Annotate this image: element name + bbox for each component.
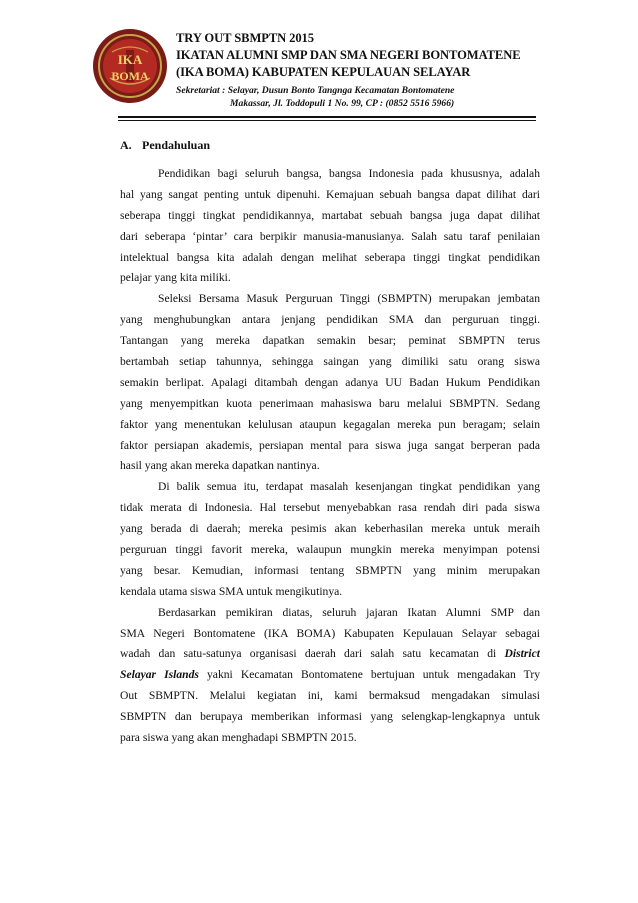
text-line: intelektual bangsa kita adalah dengan melihat seberapa tinggi tingkat pendidikan [120,250,540,264]
text-line: yang menyempitkan kuota penerimaan mahasiswa baru melalui SBMPTN. Sedang [120,396,540,410]
section-heading [120,138,210,153]
section-title: Pendahuluan [142,138,211,152]
emphasis-district: District [504,647,540,661]
text-line: para siswa yang akan menghadapi SBMPTN 2015. [120,731,357,745]
text-line: dari seberapa ‘pintar’ cara berpikir manusia-manusianya. Salah satu taraf penilaian [120,229,540,243]
text-line: SMA Negeri Bontomatene (IKA BOMA) Kabupaten Kepulauan Selayar sebagai [120,626,540,640]
document-body [120,164,540,749]
text-line: Tantangan yang mereka dapatkan semakin besar; peminat SBMPTN terus [120,334,540,348]
logo-text-bottom: BOMA [111,69,149,83]
text-line: yang besar. Kemudian, informasi tentang SBMPTN yang minim merupakan [120,563,540,577]
text-line: pelajar yang kita miliki. [120,271,231,285]
section-number: A. [120,138,132,152]
text-line: SBMPTN dan berupaya memberikan informasi yang selengkap-lengkapnya untuk [120,710,540,724]
text-line: kendala utama siswa SMA untuk mengikutinya. [120,584,343,598]
paragraph-1 [120,164,540,289]
text-line: seberapa tinggi tingkat pendidikannya, martabat sebuah bangsa juga dapat dilihat [120,208,540,222]
letterhead-secretariat-1: Sekretariat : Selayar, Dusun Bonto Tangnga Kecamatan Bontomatene [176,85,455,96]
text-line: perguruan tinggi favorit mereka, walaupun mungkin mereka menyimpan potensi [120,543,540,557]
text-line: Seleksi Bersama Masuk Perguruan Tinggi (SBMPTN) merupakan jembatan [158,292,540,306]
emphasis-selayar-islands: Selayar Islands [120,668,199,682]
text-line: semakin berlipat. Apalagi ditambah dengan adanya UU Badan Hukum Pendidikan [120,375,540,389]
text-line [120,644,540,665]
letterhead-divider-thin [118,120,536,121]
text-line: Berdasarkan pemikiran diatas, seluruh jajaran Ikatan Alumni SMP dan [158,605,540,619]
text-segment: yakni Kecamatan Bontomatene bertujuan untuk mengadakan Try [207,668,540,682]
logo-text-top: IKA [117,52,143,67]
text-line: hal yang sangat penting untuk dipenuhi. Kemajuan sebuah bangsa dapat dilihat dari [120,187,540,201]
letterhead-title-2: IKATAN ALUMNI SMP DAN SMA NEGERI BONTOMATENE [176,48,521,62]
text-line: tidak merata di Indonesia. Hal tersebut menyebabkan rasa rendah diri pada siswa [120,501,540,515]
letterhead-secretariat-2: Makassar, Jl. Toddopuli 1 No. 99, CP : (0852 5516 5966) [230,98,455,109]
text-line: faktor yang menentukan kelulusan ataupun kegagalan mereka pun beragam; selain [120,417,540,431]
letterhead [176,30,596,110]
text-line: hasil yang akan mereka dapatkan nantinya. [120,459,320,473]
ika-boma-logo-icon [92,28,168,104]
letterhead-title-1: TRY OUT SBMPTN 2015 [176,31,314,45]
text-line: yang menghubungkan antara jenjang pendidikan SMA dan perguruan tinggi. [120,313,540,327]
paragraph-3 [120,477,540,602]
text-line: Out SBMPTN. Melalui kegiatan ini, kami bermaksud mengadakan simulasi [120,689,540,703]
text-line [120,665,540,686]
text-line: Di balik semua itu, terdapat masalah kesenjangan tingkat pendidikan yang [158,480,540,494]
text-line: bertambah setiap tahunnya, sehingga saingan yang dimiliki satu orang siswa [120,355,540,369]
text-line: yang berada di daerah; mereka pesimis akan keberhasilan mereka untuk meraih [120,522,540,536]
paragraph-4 [120,603,540,749]
text-line: faktor persiapan akademis, persiapan mental para siswa juga sangat berperan pada [120,438,540,452]
paragraph-2 [120,289,540,477]
letterhead-title-3: (IKA BOMA) KABUPATEN KEPULAUAN SELAYAR [176,65,471,79]
text-line: Pendidikan bagi seluruh bangsa, bangsa Indonesia pada khususnya, adalah [158,167,540,180]
letterhead-divider-thick [118,116,536,118]
text-segment: wadah dan satu-satunya organisasi daerah dari salah satu kecamatan di [120,647,497,661]
